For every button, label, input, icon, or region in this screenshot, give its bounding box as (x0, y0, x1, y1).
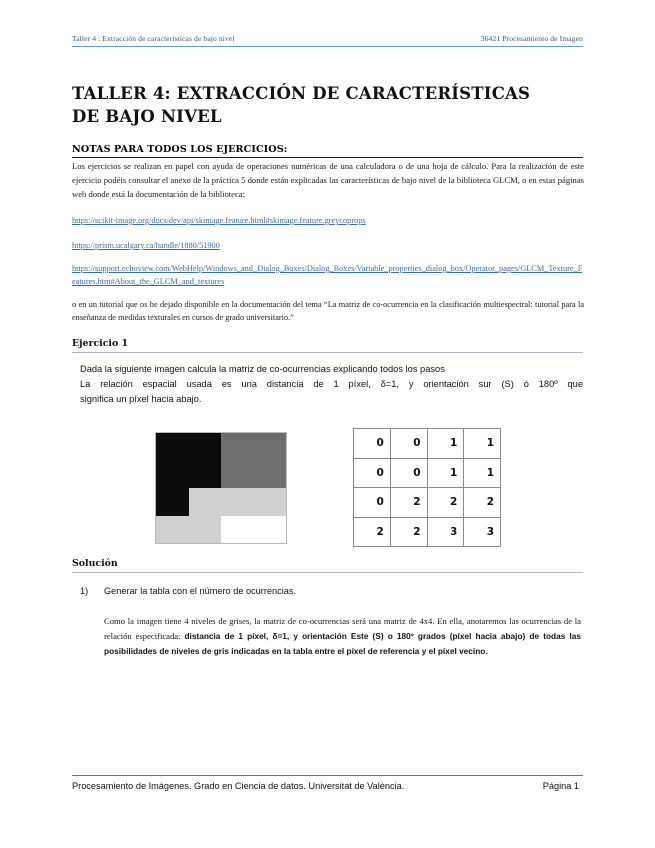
page-title: TALLER 4: EXTRACCIÓN DE CARACTERÍSTICAS DE BAJO NIVEL (72, 84, 531, 126)
table-cell: 2 (354, 517, 391, 547)
grayscale-cell (254, 461, 287, 489)
table-row (354, 517, 501, 547)
grayscale-cell (156, 461, 189, 489)
table-cell: 0 (354, 488, 391, 518)
section-heading-solucion: Solución (72, 558, 583, 573)
table-cell: 1 (464, 458, 501, 488)
footer-page-number: Página 1 (542, 781, 579, 791)
grayscale-cell (221, 516, 254, 544)
table-cell: 0 (390, 458, 427, 488)
table-row (354, 458, 501, 488)
grayscale-cell (221, 461, 254, 489)
grayscale-cell (254, 433, 287, 461)
grayscale-cell (254, 516, 287, 544)
grayscale-cell (156, 433, 189, 461)
header-left-text: Taller 4 : Extracción de características de bajo nivel (72, 34, 235, 43)
grayscale-cell (189, 488, 222, 516)
solution-paragraph (104, 614, 581, 658)
table-cell: 3 (464, 517, 501, 547)
table-cell: 0 (354, 458, 391, 488)
page-footer (72, 775, 583, 791)
page-header (72, 34, 583, 47)
pixel-value-table (353, 428, 501, 547)
exercise-line-3: significa un píxel hacia abajo. (80, 394, 202, 405)
exercise-statement (80, 362, 583, 407)
footer-left-text: Procesamiento de Imágenes. Grado en Ciencia de datos. Universitat de València. (72, 781, 405, 791)
table-cell: 2 (390, 488, 427, 518)
tutorial-paragraph: o en un tutorial que os he dejado disponible en la documentación del tema “La matriz de co-ocurrencia en la clasificación multiespectral: tutorial para la enseñanza de medidas texturales en cursos de grado universitario.” (72, 300, 584, 323)
table-cell: 3 (427, 517, 464, 547)
link-prism-ucalgary[interactable]: https://prism.ucalgary.ca/handle/1880/51900 (72, 241, 220, 250)
table-cell: 0 (390, 429, 427, 459)
link-echoview-glcm[interactable]: https://support.echoview.com/WebHelp/Windows_and_Dialog_Boxes/Dialog_Boxes/Variable_properties_dialog_box/Operator_pages/GLCM_Texture_Features.htm#About_the_GLCM_and_textures (72, 264, 583, 286)
header-right-text: 36421 Procesamiento de Imagen (480, 34, 583, 43)
list-item-text: Generar la tabla con el número de ocurrencias. (104, 586, 297, 596)
solution-list-item (80, 586, 580, 596)
solution-paragraph-part1: Como la imagen tiene 4 niveles de grises, la matriz de co-ocurrencias será una matriz de 4x4. En ella, anotaremos las ocurrencias de la relación especificada: (104, 616, 581, 641)
grayscale-cell (254, 488, 287, 516)
table-cell: 2 (464, 488, 501, 518)
table-row (354, 488, 501, 518)
notes-heading: NOTAS PARA TODOS LOS EJERCICIOS: (72, 144, 583, 158)
grayscale-cell (156, 516, 189, 544)
table-cell: 2 (427, 488, 464, 518)
grayscale-cell (221, 433, 254, 461)
table-row (354, 429, 501, 459)
table-cell: 2 (390, 517, 427, 547)
solution-paragraph-bold: distancia de 1 píxel, δ=1, y orientación Este (S) o 180º grados (píxel hacia abajo) de todas las posibilidades de niveles de gris indicadas en la tabla entre el píxel de referencia y el píxel vecino. (104, 630, 581, 656)
grayscale-cell (189, 461, 222, 489)
section-heading-ejercicio-1: Ejercicio 1 (72, 338, 583, 353)
grayscale-image-grid (155, 432, 287, 544)
exercise-line-1: Dada la siguiente imagen calcula la matriz de co-ocurrencias explicando todos los pasos (80, 364, 445, 374)
grayscale-cell (189, 516, 222, 544)
notes-body-text: Los ejercicios se realizan en papel con ayuda de operaciones numéricas de una calculadora o de una hoja de cálculo. Para la realización de este ejercicio podéis consultar el anexo de la práctica 5 donde están explicadas las características de bajo nivel de la biblioteca GLCM, o en estas páginas web donde está la documentación de la biblioteca: (72, 161, 584, 199)
figure-row (72, 428, 583, 548)
exercise-line-2: La relación espacial usada es una distancia de 1 píxel, δ=1, y orientación sur (S) ó 180º que (80, 379, 583, 390)
grayscale-cell (189, 433, 222, 461)
grayscale-cell (156, 488, 189, 516)
list-item-number: 1) (80, 586, 89, 596)
table-cell: 1 (427, 458, 464, 488)
link-scikit-image[interactable]: https://scikit-image.org/docs/dev/api/skimage.feature.html#skimage.feature.greycoprops (72, 216, 366, 225)
table-cell: 0 (354, 429, 391, 459)
grayscale-cell (221, 488, 254, 516)
table-cell: 1 (464, 429, 501, 459)
table-cell: 1 (427, 429, 464, 459)
